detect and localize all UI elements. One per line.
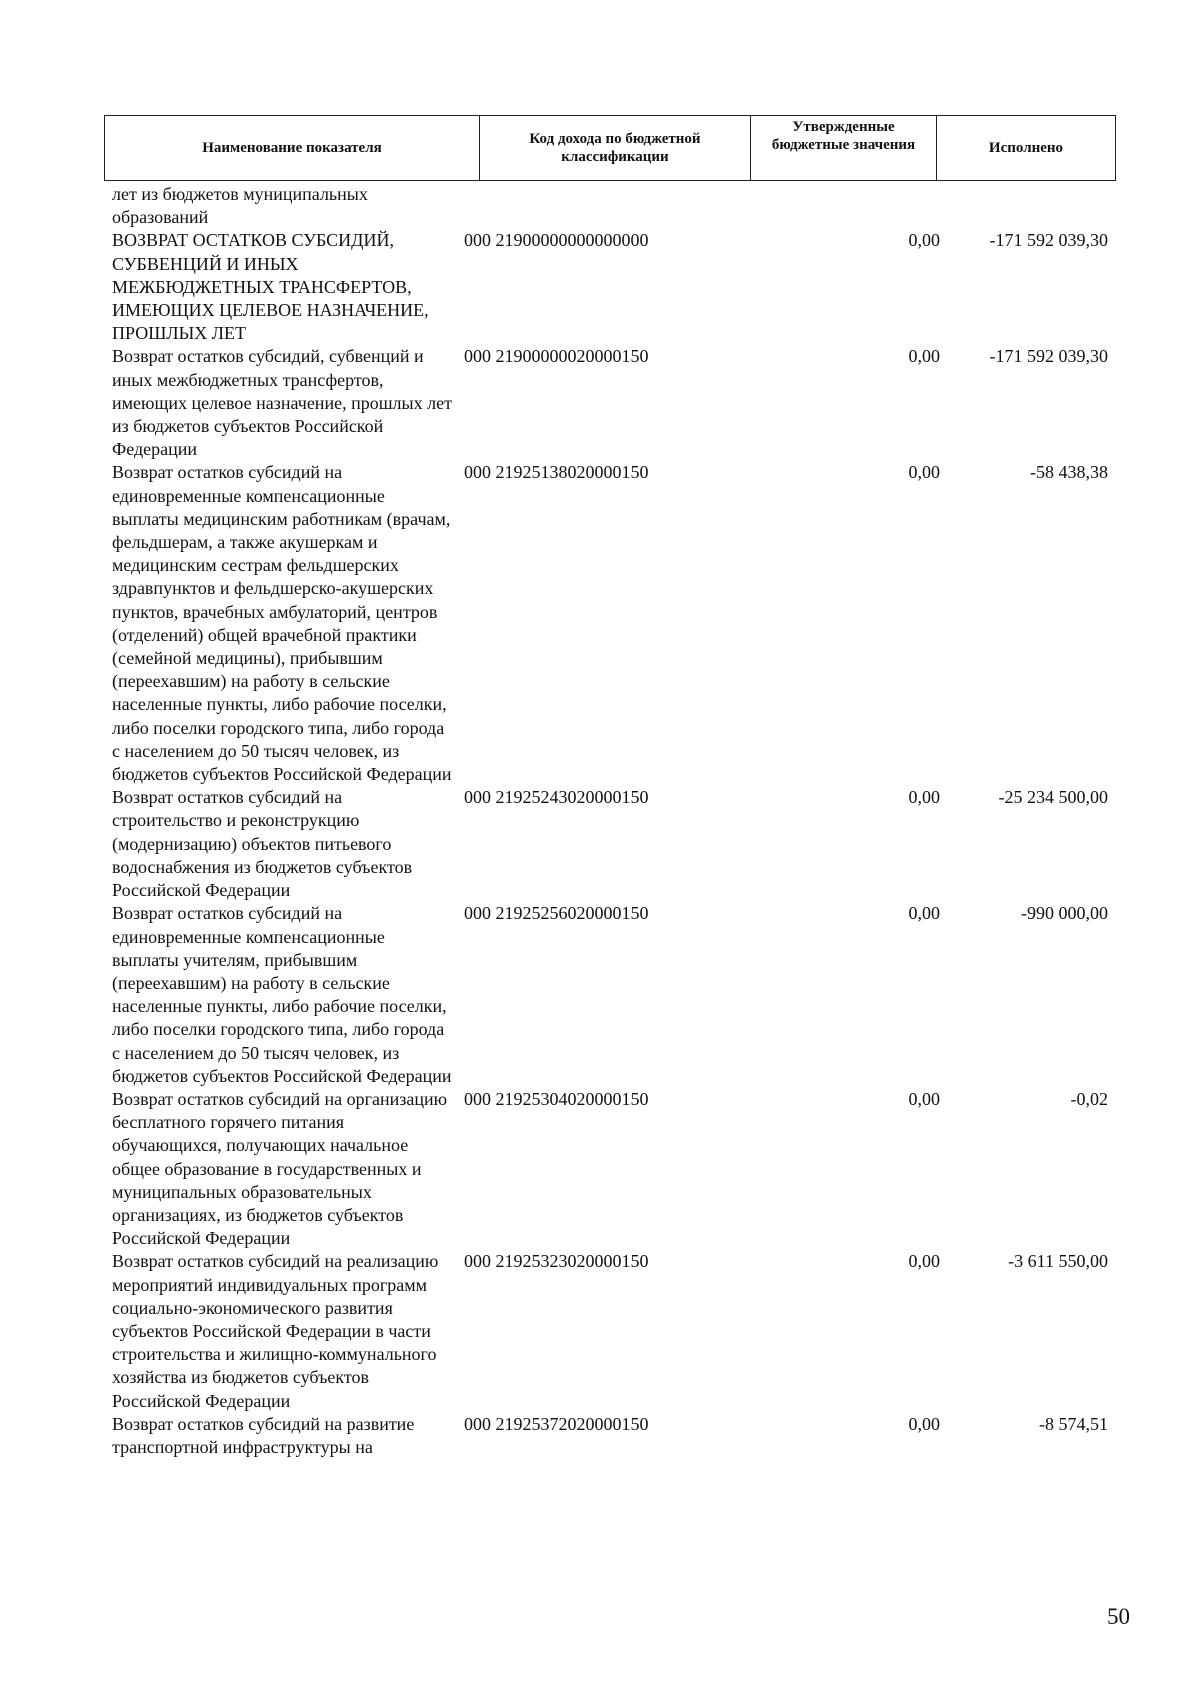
header-col-code: Код дохода по бюджетной классификации [479, 116, 750, 180]
table-row [112, 1413, 1112, 1459]
row-name: Возврат остатков субсидий на единовременные компенсационные выплаты медицинским работникам (врачам, фельдшерам, а также акушеркам и медицинским сестрам фельдшерских здравпунктов и фельдшерско-акушерских пунктов, врачебных амбулаторий, центров (отделений) общей врачебной практики (семейной медицины), прибывшим (переехавшим) на работу в сельские населенные пункты, либо рабочие поселки, либо поселки городского типа, либо города с населением до 50 тысяч человек, из бюджетов субъектов Российской Федерации [112, 462, 452, 785]
row-code: 000 21925243020000150 [464, 787, 649, 808]
row-approved: 0,00 [908, 1251, 940, 1272]
table-body [112, 183, 1112, 1459]
table-row [112, 1250, 1112, 1412]
header-col-name: Наименование показателя [202, 140, 382, 156]
page-number: 50 [1107, 1604, 1130, 1629]
table-row [112, 1088, 1112, 1250]
row-approved: 0,00 [908, 787, 940, 808]
row-name: лет из бюджетов муниципальных образований [112, 184, 368, 228]
row-name: ВОЗВРАТ ОСТАТКОВ СУБСИДИЙ, СУБВЕНЦИЙ И ИНЫХ МЕЖБЮДЖЕТНЫХ ТРАНСФЕРТОВ, ИМЕЮЩИХ ЦЕЛЕВОЕ НАЗНАЧЕНИЕ, ПРОШЛЫХ ЛЕТ [112, 230, 429, 344]
row-executed: -25 234 500,00 [998, 787, 1108, 808]
row-name: Возврат остатков субсидий на реализацию мероприятий индивидуальных программ социально-экономического развития субъектов Российской Федерации в части строительства и жилищно-коммунального хозяйства из бюджетов субъектов Российской Федерации [112, 1251, 439, 1411]
row-executed: -171 592 039,30 [989, 346, 1108, 367]
table-row [112, 786, 1112, 902]
row-code: 000 21900000000000000 [464, 230, 649, 251]
table-row [112, 461, 1112, 786]
table-row [112, 345, 1112, 461]
row-approved: 0,00 [908, 1088, 940, 1109]
row-approved: 0,00 [908, 230, 940, 251]
row-executed: -0,02 [1070, 1088, 1108, 1109]
row-name: Возврат остатков субсидий, субвенций и иных межбюджетных трансфертов, имеющих целевое назначение, прошлых лет из бюджетов субъектов Российской Федерации [112, 346, 452, 460]
row-code: 000 21925138020000150 [464, 462, 649, 483]
row-name: Возврат остатков субсидий на единовременные компенсационные выплаты учителям, прибывшим (переехавшим) на работу в сельские населенные пункты, либо рабочие поселки, либо поселки городского типа, либо города с населением до 50 тысяч человек, из бюджетов субъектов Российской Федерации [112, 903, 452, 1086]
row-executed: -8 574,51 [1039, 1413, 1108, 1434]
row-executed: -3 611 550,00 [1008, 1251, 1108, 1272]
row-executed: -990 000,00 [1021, 903, 1108, 924]
table-row [112, 183, 1112, 229]
row-executed: -171 592 039,30 [989, 230, 1108, 251]
table-row [112, 902, 1112, 1088]
row-name: Возврат остатков субсидий на строительство и реконструкцию (модернизацию) объектов питьевого водоснабжения из бюджетов субъектов Российской Федерации [112, 787, 413, 901]
row-name: Возврат остатков субсидий на организацию бесплатного горячего питания обучающихся, получающих начальное общее образование в государственных и муниципальных образовательных организациях, из бюджетов субъектов Российской Федерации [112, 1088, 448, 1249]
row-approved: 0,00 [908, 1413, 940, 1434]
row-approved: 0,00 [908, 346, 940, 367]
row-code: 000 21925323020000150 [464, 1251, 649, 1272]
row-approved: 0,00 [908, 903, 940, 924]
row-approved: 0,00 [908, 462, 940, 483]
row-code: 000 21925372020000150 [464, 1413, 649, 1434]
row-executed: -58 438,38 [1030, 462, 1108, 483]
table-header [104, 115, 1116, 181]
row-code: 000 21925256020000150 [464, 903, 649, 924]
row-code: 000 21925304020000150 [464, 1088, 649, 1109]
row-code: 000 21900000020000150 [464, 346, 649, 367]
header-col-executed: Исполнено [936, 116, 1115, 180]
table-row [112, 229, 1112, 345]
header-col-approved: Утвержденные бюджетные значения [750, 116, 936, 180]
row-name: Возврат остатков субсидий на развитие транспортной инфраструктуры на [112, 1413, 415, 1457]
